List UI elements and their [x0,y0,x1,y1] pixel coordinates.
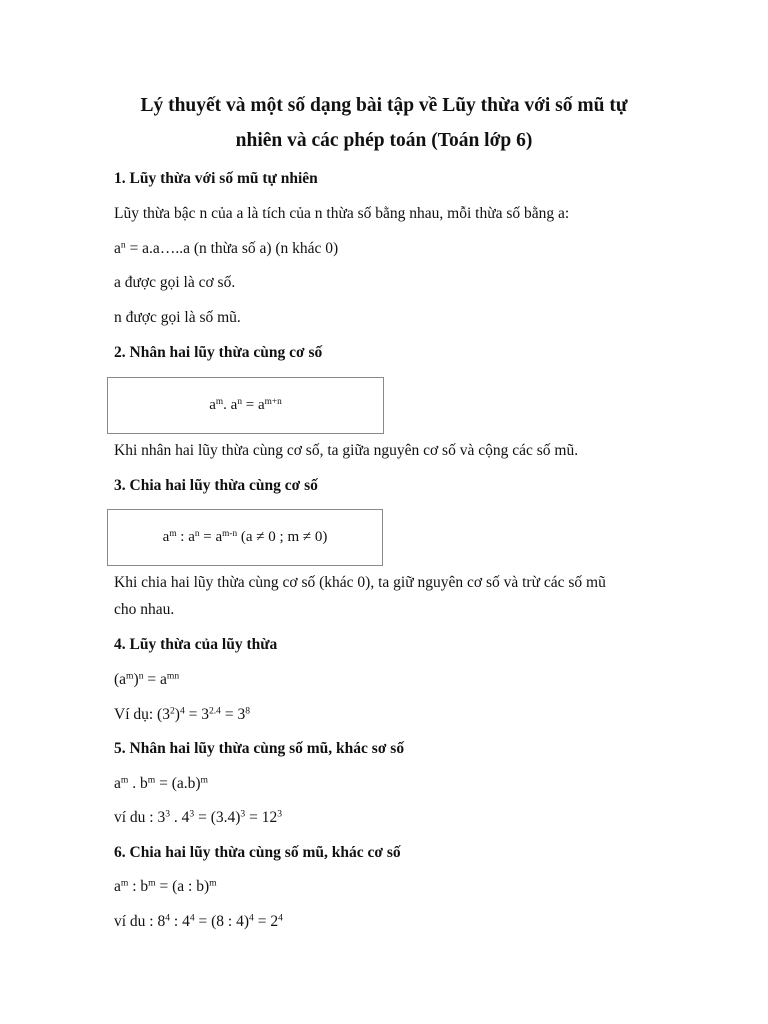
section-6-heading: 6. Chia hai lũy thừa cùng số mũ, khác cơ số [114,844,401,861]
section-5-formula: $a^m$ . $b^m = (a.b)^m$ [114,774,208,792]
title-line-1: Lý thuyết và một số dạng bài tập về Lũy thừa với số mũ tự [140,95,628,116]
section-1-base-note: a được gọi là cơ số. [114,274,236,291]
section-1-definition: Lũy thừa bậc n của a là tích của n thừa số bằng nhau, mỗi thừa số bằng a: [114,205,570,222]
section-3-formula: $a^m$ : $a^n = a^{m-n}$ (a ≠ 0 ; m ≠ 0) [162,528,328,545]
section-4-formula: $(a^m)^n = a^{mn}$ [114,670,180,688]
section-4-example: Ví dụ: $(3^2)^4 = 3^{2.4} = 3^8$ [114,705,251,723]
section-2-formula: $a^m$. $a^n = a^{m+n}$ [209,396,282,413]
section-3-formula-box [107,509,383,566]
section-3-note-line-2: cho nhau. [114,601,175,618]
section-1-exponent-note: n được gọi là số mũ. [114,309,241,326]
section-1-heading: 1. Lũy thừa với số mũ tự nhiên [114,170,318,187]
section-6-formula: $a^m$ : $b^m = (a$ : b)$^m$ [114,877,217,895]
section-3-note-line-1: Khi chia hai lũy thừa cùng cơ số (khác 0), ta giữ nguyên cơ số và trừ các số mũ [114,574,606,591]
section-1-formula: $a^n$ = a.a…..a (n thừa số a) (n khác 0) [114,239,339,257]
section-2-formula-box [107,377,384,434]
section-2-note: Khi nhân hai lũy thừa cùng cơ số, ta giữa nguyên cơ số và cộng các số mũ. [114,442,579,459]
section-6-example: ví du : $8^4$ : $4^4 = (8$ : $4)^4 = 2^4$ [114,912,283,930]
section-5-example: ví du : $3^3$ . $4^3 = (3.4)^3 = 12^3$ [114,808,283,826]
section-3-heading: 3. Chia hai lũy thừa cùng cơ số [114,477,318,494]
section-4-heading: 4. Lũy thừa của lũy thừa [114,636,278,653]
title-line-2: nhiên và các phép toán (Toán lớp 6) [235,130,533,151]
document-title [100,88,668,158]
section-5-heading: 5. Nhân hai lũy thừa cùng số mũ, khác sơ số [114,740,405,757]
section-2-heading: 2. Nhân hai lũy thừa cùng cơ số [114,344,323,361]
